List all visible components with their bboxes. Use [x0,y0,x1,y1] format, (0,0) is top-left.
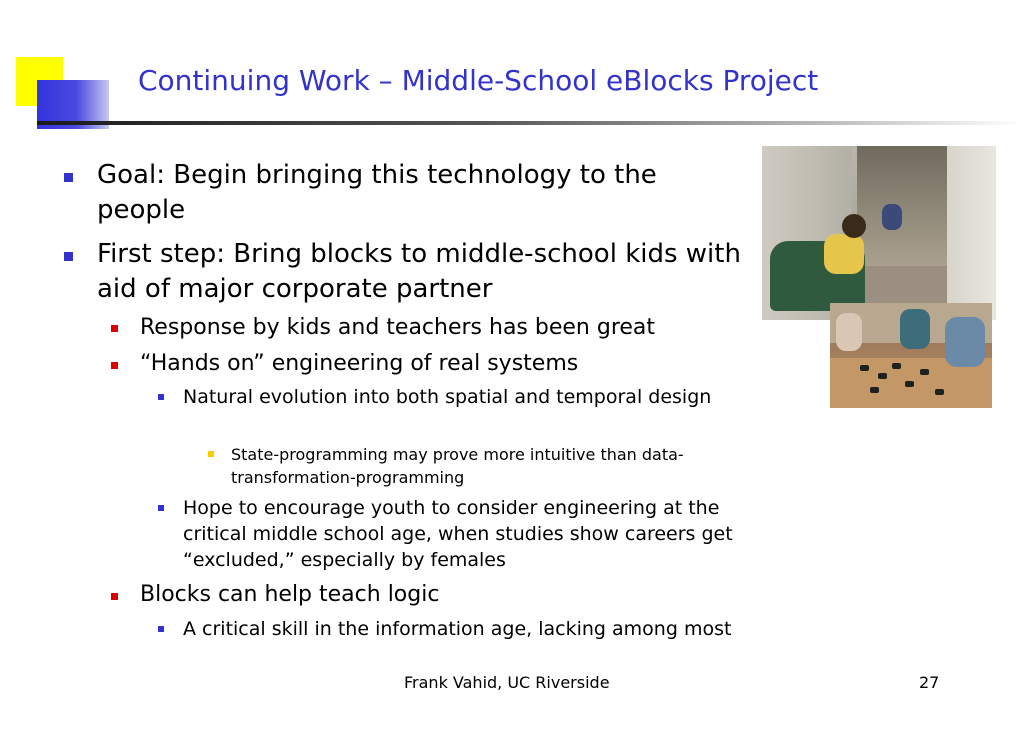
photo-eblock [920,369,929,375]
photo-eblock [860,365,869,371]
photo-eblock [870,387,879,393]
bullet-item: First step: Bring blocks to middle-school kids with aid of major corporate partner [97,239,741,304]
page-number: 27 [919,673,940,692]
bullet-marker-square [111,325,118,332]
photo-person [836,313,862,351]
photo-child [824,234,864,274]
bullet-marker-square [208,451,214,457]
photo-child-head [842,214,866,238]
bullet-marker-square [64,173,73,182]
bullet-item: Blocks can help teach logic [140,582,440,607]
photo-eblock [935,389,944,395]
bullet-marker-square [158,394,164,400]
bullet-item: Goal: Begin bringing this technology to the people [97,160,657,225]
photo-person [900,309,930,349]
photo-eblock [878,373,887,379]
photo-eblock [905,381,914,387]
photo-child [882,204,902,230]
photo-kids-in-doorway [762,146,996,320]
photo-kids-at-table [830,303,992,408]
bullet-item: State-programming may prove more intuitive than data-transformation-programming [231,445,684,487]
photo-eblock [892,363,901,369]
bullet-item: A critical skill in the information age, lacking among most [183,618,732,640]
bullet-marker-square [158,505,164,511]
slide-title: Continuing Work – Middle-School eBlocks Project [138,64,819,97]
bullet-marker-square [111,362,118,369]
bullet-marker-square [158,626,164,632]
bullet-item: “Hands on” engineering of real systems [140,351,579,376]
photo-wall [947,146,996,320]
bullet-marker-square [111,593,118,600]
bullet-item: Hope to encourage youth to consider engineering at the critical middle school age, when studies show careers get “excluded,” especially by females [183,497,733,571]
photo-person [945,317,985,367]
bullet-item: Natural evolution into both spatial and temporal design [183,386,712,408]
footer-text: Frank Vahid, UC Riverside [404,673,610,692]
bullet-marker-square [64,252,73,261]
bullet-item: Response by kids and teachers has been great [140,315,656,340]
